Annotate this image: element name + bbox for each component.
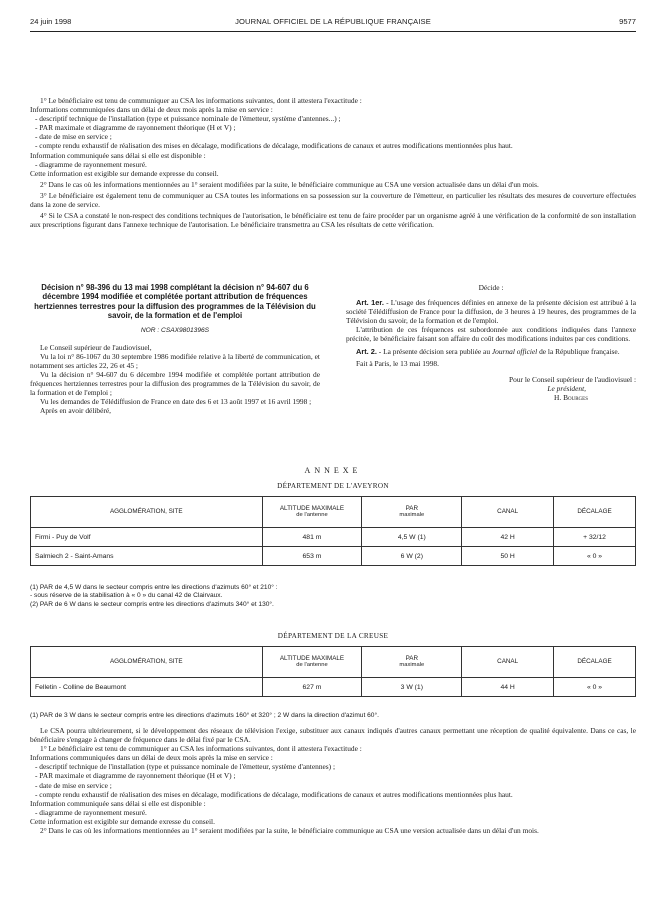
column-header: CANAL [462, 647, 554, 678]
list-item: - PAR maximale et diagramme de rayonnement théorique (H et V) ; [35, 123, 236, 133]
header-journal-title: JOURNAL OFFICIEL DE LA RÉPUBLIQUE FRANÇAISE [235, 17, 431, 26]
column-header [362, 497, 462, 528]
cell-altitude: 481 m [262, 528, 362, 547]
column-header [262, 497, 362, 528]
top-section [30, 96, 636, 229]
page-header [30, 17, 636, 29]
paragraph: Information communiquée sans délai si elle est disponible : [30, 798, 206, 808]
decision-title: Décision n° 98-396 du 13 mai 1998 complétant la décision n° 94-607 du 6 décembre 1994 modifiée et complétée portant attribution de fréquences hertziennes terrestres pour la diffusion des programmes de la Télévision du savoir, de la formation et de l'emploi [34, 283, 316, 321]
nor-reference: NOR : CSAX9801396S [140, 326, 210, 334]
bottom-section [30, 726, 636, 835]
column-header [262, 647, 362, 678]
paragraph: Cette information est exigible sur demande exresse du conseil. [30, 816, 215, 826]
list-item: - diagramme de rayonnement mesuré. [35, 159, 147, 169]
article-text: de la République française. [537, 346, 620, 356]
paragraph: Vu la décision n° 94-607 du 6 décembre 1994 modifiée et complétée portant attribution de fréquences hertziennes terrestres pour la diffusion des programmes de la Télévision du savoir, de la formation et de l'emploi ; [30, 370, 320, 398]
paragraph: Vu la loi n° 86-1067 du 30 septembre 1986 modifiée relative à la liberté de communication, et notamment ses articles 22, 26 et 45 ; [30, 351, 320, 370]
cell-canal: 50 H [462, 547, 554, 566]
aveyron-table [30, 496, 636, 566]
column-header: DÉCALAGE [554, 647, 636, 678]
cell-par: 6 W (2) [362, 547, 462, 566]
paragraph: Le Conseil supérieur de l'audiovisuel, [40, 342, 152, 352]
list-item: - compte rendu exhaustif de réalisation des mises en décalage, modifications de décalage, modifications de canaux et autres modifications mentionnées plus haut. [35, 789, 513, 799]
header-date: 24 juin 1998 [30, 17, 72, 26]
cell-altitude: 653 m [262, 547, 362, 566]
paragraph: Informations communiquées dans un délai de deux mois après la mise en service : [30, 105, 273, 115]
signature-title: Le président, [547, 383, 586, 393]
decision-left-column [30, 283, 320, 415]
article-2 [346, 347, 636, 356]
table-row [31, 678, 636, 697]
paragraph: 2° Dans le cas où les informations mentionnées au 1° seraient modifiées par la suite, le bénéficiaire communique au CSA une version actualisée dans un délai d'un mois. [40, 826, 539, 836]
creuse-table [30, 646, 636, 697]
cell-decalage: + 32/12 [554, 528, 636, 547]
annexe-title: ANNEXE [304, 466, 362, 475]
cell-site: Felletin - Colline de Beaumont [31, 678, 263, 697]
signature-block [346, 375, 636, 402]
article-label: Art. 2. [356, 346, 377, 356]
department-title: DÉPARTEMENT DE LA CREUSE [277, 632, 389, 640]
cell-par: 4,5 W (1) [362, 528, 462, 547]
footnote: (1) PAR de 4,5 W dans le secteur compris entre les directions d'azimuts 60° et 210° : [30, 584, 278, 591]
decision-right-column [346, 283, 636, 402]
cell-altitude: 627 m [262, 678, 362, 697]
paragraph: Vu les demandes de Télédiffusion de France en date des 6 et 13 août 1997 et 16 avril 1998 ; [40, 397, 312, 407]
signing-place-date: Fait à Paris, le 13 mai 1998. [356, 358, 439, 368]
paragraph: 2° Dans le cas où les informations mentionnées au 1° seraient modifiées par la suite, le bénéficiaire communique au CSA une version actualisée dans un délai d'un mois. [40, 179, 539, 189]
table-header-row [31, 647, 636, 678]
column-header: AGGLOMÉRATION, SITE [31, 647, 263, 678]
creuse-footnotes [30, 712, 636, 720]
paragraph: Information communiquée sans délai si elle est disponible : [30, 150, 206, 160]
paragraph: Informations communiquées dans un délai de deux mois après la mise en service : [30, 753, 273, 763]
column-header-main: PAR [405, 654, 419, 662]
footnote: (1) PAR de 3 W dans le secteur compris entre les directions d'azimuts 160° et 320° ; 2 W dans la direction d'azimut 60°. [30, 712, 379, 719]
list-item: - PAR maximale et diagramme de rayonnement théorique (H et V) ; [35, 771, 236, 781]
column-header-sub: de l'antenne [296, 512, 328, 518]
column-header-main: ALTITUDE MAXIMALE [279, 654, 345, 662]
article-1 [346, 298, 636, 325]
column-header-sub: maximale [399, 512, 425, 518]
table-row [31, 528, 636, 547]
aveyron-footnotes [30, 584, 636, 609]
footnote: - sous réserve de la stabilisation à « 0 » du canal 42 de Clairvaux. [30, 592, 223, 600]
list-item: - diagramme de rayonnement mesuré. [35, 807, 147, 817]
signature-line: Pour le Conseil supérieur de l'audiovisuel : [509, 374, 636, 384]
column-header-main: PAR [405, 504, 419, 512]
paragraph: 4° Si le CSA a constaté le non-respect des conditions techniques de l'autorisation, le bénéficiaire est tenu de faire procéder par un organisme agréé à une vérification de la conformité de son installation aux prescriptions figurant dans l'annexe technique de l'autorisation. Le bénéficiaire transmettra au CSA les résultats de cette vérification. [30, 211, 636, 230]
header-rule [30, 31, 636, 32]
cell-canal: 42 H [462, 528, 554, 547]
article-text-italic: Journal officiel [491, 346, 538, 356]
cell-par: 3 W (1) [362, 678, 462, 697]
cell-canal: 44 H [462, 678, 554, 697]
column-header-main: ALTITUDE MAXIMALE [279, 504, 345, 512]
cell-site: Salmiech 2 - Saint-Amans [31, 547, 263, 566]
list-item: - date de mise en service ; [35, 132, 112, 142]
column-header-sub: de l'antenne [296, 662, 328, 668]
article-label: Art. 1er. [356, 298, 384, 308]
paragraph: L'attribution de ces fréquences est subordonnée aux conditions indiquées dans l'annexe précitée, le bénéficiaire faisant son affaire du coût des modifications induites par ces conditions. [346, 325, 636, 344]
cell-site: Firmi - Puy de Volf [31, 528, 263, 547]
column-header [362, 647, 462, 678]
paragraph: Après en avoir délibéré, [40, 406, 112, 416]
table-row [31, 547, 636, 566]
paragraph: Le CSA pourra ultérieurement, si le développement des réseaux de télévision l'exige, substituer aux canaux indiqués d'autres canaux permettant une réception de qualité équivalente. Dans ce cas, le bénéficiaire s'engage à changer de fréquence dans le délai fixé par le CSA. [30, 726, 636, 745]
paragraph: 1° Le bénéficiaire est tenu de communiquer au CSA les informations suivantes, dont il attestera l'exactitude : [40, 744, 362, 754]
list-item: - compte rendu exhaustif de réalisation des mises en décalage, modifications de décalage, modifications de canaux et autres modifications mentionnées plus haut. [35, 141, 513, 151]
decide-heading: Décide : [478, 283, 504, 292]
list-item: - date de mise en service ; [35, 780, 112, 790]
table-header-row [31, 497, 636, 528]
header-page-number: 9577 [619, 17, 636, 26]
paragraph: 3° Le bénéficiaire est également tenu de communiquer au CSA toutes les informations en sa possession sur la couverture de l'émetteur, en particulier les résultats des mesures de couverture effectuées dans la zone de service. [30, 190, 636, 210]
footnote: (2) PAR de 6 W dans le secteur compris entre les directions d'azimuts 340° et 130°. [30, 600, 274, 608]
column-header-sub: maximale [399, 662, 425, 668]
paragraph: Cette information est exigible sur demande expresse du conseil. [30, 168, 219, 178]
cell-decalage: « 0 » [554, 547, 636, 566]
list-item: - descriptif technique de l'installation (type et puissance nominale de l'émetteur, système d'antennes) ; [35, 762, 336, 772]
paragraph: 1° Le bénéficiaire est tenu de communiquer au CSA les informations suivantes, dont il attestera l'exactitude : [40, 96, 362, 105]
signature-name: H. Bourges [554, 392, 588, 402]
list-item: - descriptif technique de l'installation (type et puissance nominale de l'émetteur, système d'antennes...) ; [35, 114, 341, 124]
article-text: - L'usage des fréquences définies en annexe de la présente décision est attribué à la société Télédiffusion de France pour la diffusion, de 3 heures à 19 heures, des programmes de la Télévision du savoir, de la formation et de l'emploi. [346, 298, 636, 326]
cell-decalage: « 0 » [554, 678, 636, 697]
column-header: DÉCALAGE [554, 497, 636, 528]
column-header: AGGLOMÉRATION, SITE [31, 497, 263, 528]
department-title: DÉPARTEMENT DE L'AVEYRON [277, 482, 389, 490]
column-header: CANAL [462, 497, 554, 528]
article-text: - La présente décision sera publiée au [376, 346, 492, 356]
